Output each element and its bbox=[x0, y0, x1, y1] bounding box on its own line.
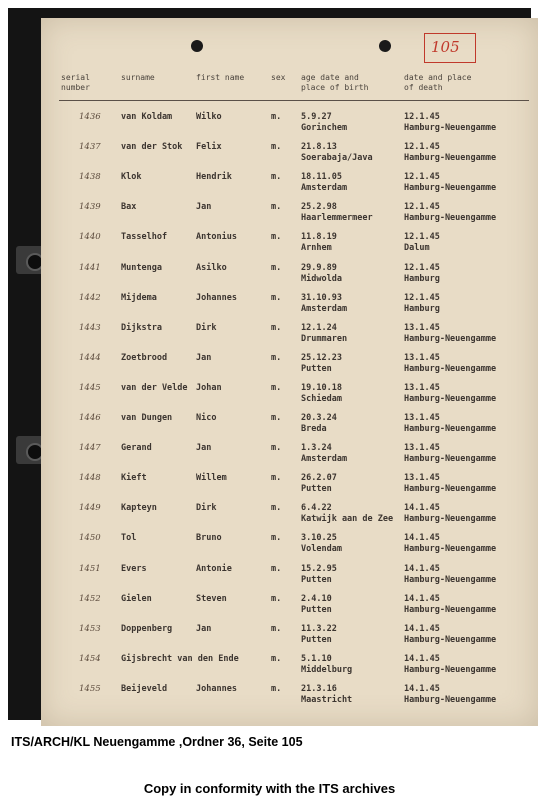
cell-birth-date: 31.10.93 bbox=[301, 292, 342, 303]
cell-serial: 1450 bbox=[79, 533, 101, 544]
cell-serial: 1436 bbox=[79, 112, 101, 122]
cell-sex: m. bbox=[271, 593, 282, 604]
cell-first-name: Jan bbox=[196, 352, 212, 363]
table-row bbox=[41, 654, 538, 680]
cell-surname: Tol bbox=[121, 533, 137, 544]
cell-death-date: 12.1.45 bbox=[404, 262, 440, 273]
cell-death-place: Hamburg-Neuengamme bbox=[404, 694, 497, 705]
cell-surname: Kieft bbox=[121, 473, 147, 484]
cell-surname: van Dungen bbox=[121, 413, 173, 423]
cell-birth-date: 11.3.22 bbox=[301, 623, 337, 634]
document-page bbox=[41, 18, 538, 726]
table-row bbox=[41, 383, 538, 409]
cell-birth-place: Katwijk aan de Zee bbox=[301, 514, 394, 525]
cell-birth-place: Arnhem bbox=[301, 243, 332, 254]
table-row bbox=[41, 533, 538, 559]
cell-death-date: 14.1.45 bbox=[404, 653, 440, 664]
cell-birth-place: Putten bbox=[301, 574, 332, 585]
cell-death-place: Hamburg bbox=[404, 303, 440, 314]
cell-birth-date: 25.12.23 bbox=[301, 352, 342, 363]
cell-sex: m. bbox=[271, 563, 282, 574]
cell-serial: 1452 bbox=[79, 593, 101, 604]
cell-surname: Tasselhof bbox=[121, 232, 168, 243]
cell-sex: m. bbox=[271, 382, 282, 393]
cell-death-place: Hamburg-Neuengamme bbox=[404, 604, 497, 615]
cell-death-place: Hamburg-Neuengamme bbox=[404, 363, 497, 374]
cell-death-date: 12.1.45 bbox=[404, 292, 440, 303]
cell-surname: Doppenberg bbox=[121, 623, 173, 634]
cell-first-name: Johan bbox=[196, 382, 222, 393]
cell-death-place: Hamburg-Neuengamme bbox=[404, 393, 497, 404]
table-row bbox=[41, 202, 538, 228]
cell-birth-place: Gorinchem bbox=[301, 123, 348, 133]
cell-birth-place: Soerabaja/Java bbox=[301, 153, 373, 164]
cell-serial: 1455 bbox=[79, 683, 101, 694]
cell-serial: 1453 bbox=[79, 623, 101, 634]
cell-birth-place: Midwolda bbox=[301, 273, 342, 284]
table-row bbox=[41, 684, 538, 710]
table-row bbox=[41, 624, 538, 650]
cell-serial: 1448 bbox=[79, 473, 101, 484]
cell-sex: m. bbox=[271, 503, 282, 514]
cell-birth-date: 3.10.25 bbox=[301, 533, 337, 544]
cell-birth-place: Volendam bbox=[301, 544, 342, 555]
cell-birth-date: 18.11.05 bbox=[301, 172, 342, 183]
table-row bbox=[41, 232, 538, 258]
cell-death-date: 13.1.45 bbox=[404, 322, 440, 333]
cell-sex: m. bbox=[271, 112, 282, 122]
cell-death-date: 14.1.45 bbox=[404, 533, 440, 544]
cell-birth-place: Amsterdam bbox=[301, 303, 348, 314]
cell-serial: 1454 bbox=[79, 653, 101, 664]
table-row bbox=[41, 353, 538, 379]
cell-sex: m. bbox=[271, 352, 282, 363]
cell-death-date: 12.1.45 bbox=[404, 142, 440, 153]
cell-death-date: 12.1.45 bbox=[404, 202, 440, 213]
cell-death-date: 13.1.45 bbox=[404, 473, 440, 484]
cell-death-place: Hamburg-Neuengamme bbox=[404, 123, 497, 133]
punch-hole-icon bbox=[191, 40, 203, 52]
cell-surname: Gerand bbox=[121, 443, 152, 454]
punch-hole-icon bbox=[379, 40, 391, 52]
cell-first-name: Willem bbox=[196, 473, 227, 484]
cell-first-name: Johannes bbox=[196, 683, 237, 694]
cell-surname: Gielen bbox=[121, 593, 152, 604]
header-rule bbox=[59, 100, 529, 101]
cell-sex: m. bbox=[271, 172, 282, 183]
cell-birth-place: Putten bbox=[301, 634, 332, 645]
cell-death-place: Hamburg-Neuengamme bbox=[404, 634, 497, 645]
cell-serial: 1442 bbox=[79, 292, 101, 303]
cell-serial: 1439 bbox=[79, 202, 101, 213]
table-row bbox=[41, 263, 538, 289]
cell-death-date: 14.1.45 bbox=[404, 683, 440, 694]
cell-death-place: Hamburg-Neuengamme bbox=[404, 153, 497, 164]
cell-birth-date: 1.3.24 bbox=[301, 443, 332, 454]
cell-serial: 1440 bbox=[79, 232, 101, 243]
cell-birth-date: 12.1.24 bbox=[301, 322, 337, 333]
scanned-document bbox=[8, 8, 531, 720]
header-serial: serial number bbox=[61, 73, 90, 92]
cell-birth-place: Amsterdam bbox=[301, 183, 348, 194]
cell-birth-place: Drummaren bbox=[301, 333, 348, 344]
cell-birth-place: Putten bbox=[301, 363, 332, 374]
cell-serial: 1444 bbox=[79, 352, 101, 363]
cell-surname: Muntenga bbox=[121, 262, 162, 273]
table-row bbox=[41, 172, 538, 198]
cell-first-name: Steven bbox=[196, 593, 227, 604]
cell-sex: m. bbox=[271, 413, 282, 423]
cell-birth-date: 15.2.95 bbox=[301, 563, 337, 574]
header-death: date and place of death bbox=[404, 73, 472, 92]
header-birth: age date and place of birth bbox=[301, 73, 369, 92]
cell-birth-date: 11.8.19 bbox=[301, 232, 337, 243]
cell-first-name: Jan bbox=[196, 443, 212, 454]
table-row bbox=[41, 473, 538, 499]
cell-surname: Bax bbox=[121, 202, 137, 213]
cell-sex: m. bbox=[271, 473, 282, 484]
page-number: 105 bbox=[431, 38, 460, 56]
cell-death-date: 13.1.45 bbox=[404, 413, 440, 423]
header-first-name: first name bbox=[196, 73, 245, 82]
cell-sex: m. bbox=[271, 623, 282, 634]
cell-sex: m. bbox=[271, 533, 282, 544]
cell-serial: 1443 bbox=[79, 322, 101, 333]
cell-birth-date: 5.9.27 bbox=[301, 112, 332, 122]
cell-first-name: Jan bbox=[196, 623, 212, 634]
cell-birth-place: Maastricht bbox=[301, 694, 353, 705]
cell-birth-date: 2.4.10 bbox=[301, 593, 332, 604]
cell-surname: Mijdema bbox=[121, 292, 157, 303]
cell-surname: van Koldam bbox=[121, 112, 173, 122]
cell-serial: 1451 bbox=[79, 563, 101, 574]
cell-death-place: Hamburg-Neuengamme bbox=[404, 333, 497, 344]
cell-serial: 1438 bbox=[79, 172, 101, 183]
cell-sex: m. bbox=[271, 443, 282, 454]
cell-first-name: Dirk bbox=[196, 322, 217, 333]
cell-first-name: Asilko bbox=[196, 262, 227, 273]
cell-surname: Kapteyn bbox=[121, 503, 157, 514]
cell-surname: Zoetbrood bbox=[121, 352, 168, 363]
cell-death-date: 14.1.45 bbox=[404, 623, 440, 634]
cell-surname: Evers bbox=[121, 563, 147, 574]
cell-death-date: 12.1.45 bbox=[404, 172, 440, 183]
cell-first-name: Antonius bbox=[196, 232, 237, 243]
cell-death-place: Hamburg-Neuengamme bbox=[404, 514, 497, 525]
cell-surname: Beijeveld bbox=[121, 683, 168, 694]
cell-death-place: Hamburg-Neuengamme bbox=[404, 574, 497, 585]
cell-sex: m. bbox=[271, 683, 282, 694]
cell-birth-date: 21.8.13 bbox=[301, 142, 337, 153]
table-row bbox=[41, 112, 538, 138]
cell-birth-place: Putten bbox=[301, 604, 332, 615]
cell-sex: m. bbox=[271, 232, 282, 243]
cell-birth-date: 5.1.10 bbox=[301, 653, 332, 664]
header-sex: sex bbox=[271, 73, 286, 82]
cell-birth-date: 21.3.16 bbox=[301, 683, 337, 694]
cell-death-date: 14.1.45 bbox=[404, 593, 440, 604]
cell-first-name: Felix bbox=[196, 142, 222, 153]
cell-birth-place: Amsterdam bbox=[301, 454, 348, 465]
cell-serial: 1449 bbox=[79, 503, 101, 514]
table-row bbox=[41, 323, 538, 349]
cell-surname: Gijsbrecht van den Ende bbox=[121, 653, 239, 664]
cell-sex: m. bbox=[271, 142, 282, 153]
cell-death-date: 14.1.45 bbox=[404, 563, 440, 574]
cell-first-name: Antonie bbox=[196, 563, 232, 574]
cell-birth-place: Middelburg bbox=[301, 664, 353, 675]
cell-first-name: Johannes bbox=[196, 292, 237, 303]
archive-reference: ITS/ARCH/KL Neuengamme ,Ordner 36, Seite 105 bbox=[11, 735, 303, 749]
table-row bbox=[41, 413, 538, 439]
table-row bbox=[41, 443, 538, 469]
cell-death-date: 12.1.45 bbox=[404, 112, 440, 122]
cell-death-place: Dalum bbox=[404, 243, 430, 254]
cell-death-place: Hamburg-Neuengamme bbox=[404, 664, 497, 675]
cell-sex: m. bbox=[271, 653, 282, 664]
page-number-stamp bbox=[424, 33, 476, 63]
cell-first-name: Hendrik bbox=[196, 172, 232, 183]
cell-sex: m. bbox=[271, 262, 282, 273]
cell-first-name: Jan bbox=[196, 202, 212, 213]
cell-birth-place: Putten bbox=[301, 484, 332, 495]
cell-death-place: Hamburg bbox=[404, 273, 440, 284]
cell-surname: van der Stok bbox=[121, 142, 183, 153]
cell-serial: 1447 bbox=[79, 443, 101, 454]
table-row bbox=[41, 142, 538, 168]
cell-sex: m. bbox=[271, 322, 282, 333]
cell-death-place: Hamburg-Neuengamme bbox=[404, 484, 497, 495]
cell-death-place: Hamburg-Neuengamme bbox=[404, 544, 497, 555]
cell-surname: Dijkstra bbox=[121, 322, 162, 333]
cell-birth-date: 19.10.18 bbox=[301, 382, 342, 393]
table-row bbox=[41, 564, 538, 590]
cell-death-date: 13.1.45 bbox=[404, 443, 440, 454]
cell-death-date: 12.1.45 bbox=[404, 232, 440, 243]
cell-death-date: 13.1.45 bbox=[404, 382, 440, 393]
cell-birth-date: 6.4.22 bbox=[301, 503, 332, 514]
cell-first-name: Wilko bbox=[196, 112, 222, 122]
copy-note: Copy in conformity with the ITS archives bbox=[143, 781, 396, 796]
table-row bbox=[41, 594, 538, 620]
cell-surname: Klok bbox=[121, 172, 142, 183]
cell-death-place: Hamburg-Neuengamme bbox=[404, 424, 497, 434]
cell-birth-date: 25.2.98 bbox=[301, 202, 337, 213]
cell-serial: 1437 bbox=[79, 142, 101, 153]
cell-death-date: 14.1.45 bbox=[404, 503, 440, 514]
cell-death-place: Hamburg-Neuengamme bbox=[404, 454, 497, 465]
cell-sex: m. bbox=[271, 292, 282, 303]
cell-death-place: Hamburg-Neuengamme bbox=[404, 183, 497, 194]
cell-birth-place: Haarlemmermeer bbox=[301, 213, 373, 224]
cell-serial: 1445 bbox=[79, 382, 101, 393]
cell-death-date: 13.1.45 bbox=[404, 352, 440, 363]
cell-surname: van der Velde bbox=[121, 382, 188, 393]
table-row bbox=[41, 293, 538, 319]
cell-sex: m. bbox=[271, 202, 282, 213]
cell-death-place: Hamburg-Neuengamme bbox=[404, 213, 497, 224]
cell-first-name: Dirk bbox=[196, 503, 217, 514]
table-row bbox=[41, 503, 538, 529]
cell-first-name: Nico bbox=[196, 413, 217, 423]
cell-birth-place: Schiedam bbox=[301, 393, 342, 404]
cell-serial: 1441 bbox=[79, 262, 101, 273]
cell-birth-place: Breda bbox=[301, 424, 327, 434]
cell-first-name: Bruno bbox=[196, 533, 222, 544]
cell-birth-date: 29.9.89 bbox=[301, 262, 337, 273]
cell-birth-date: 20.3.24 bbox=[301, 413, 337, 423]
header-surname: surname bbox=[121, 73, 155, 82]
cell-serial: 1446 bbox=[79, 413, 101, 423]
cell-birth-date: 26.2.07 bbox=[301, 473, 337, 484]
